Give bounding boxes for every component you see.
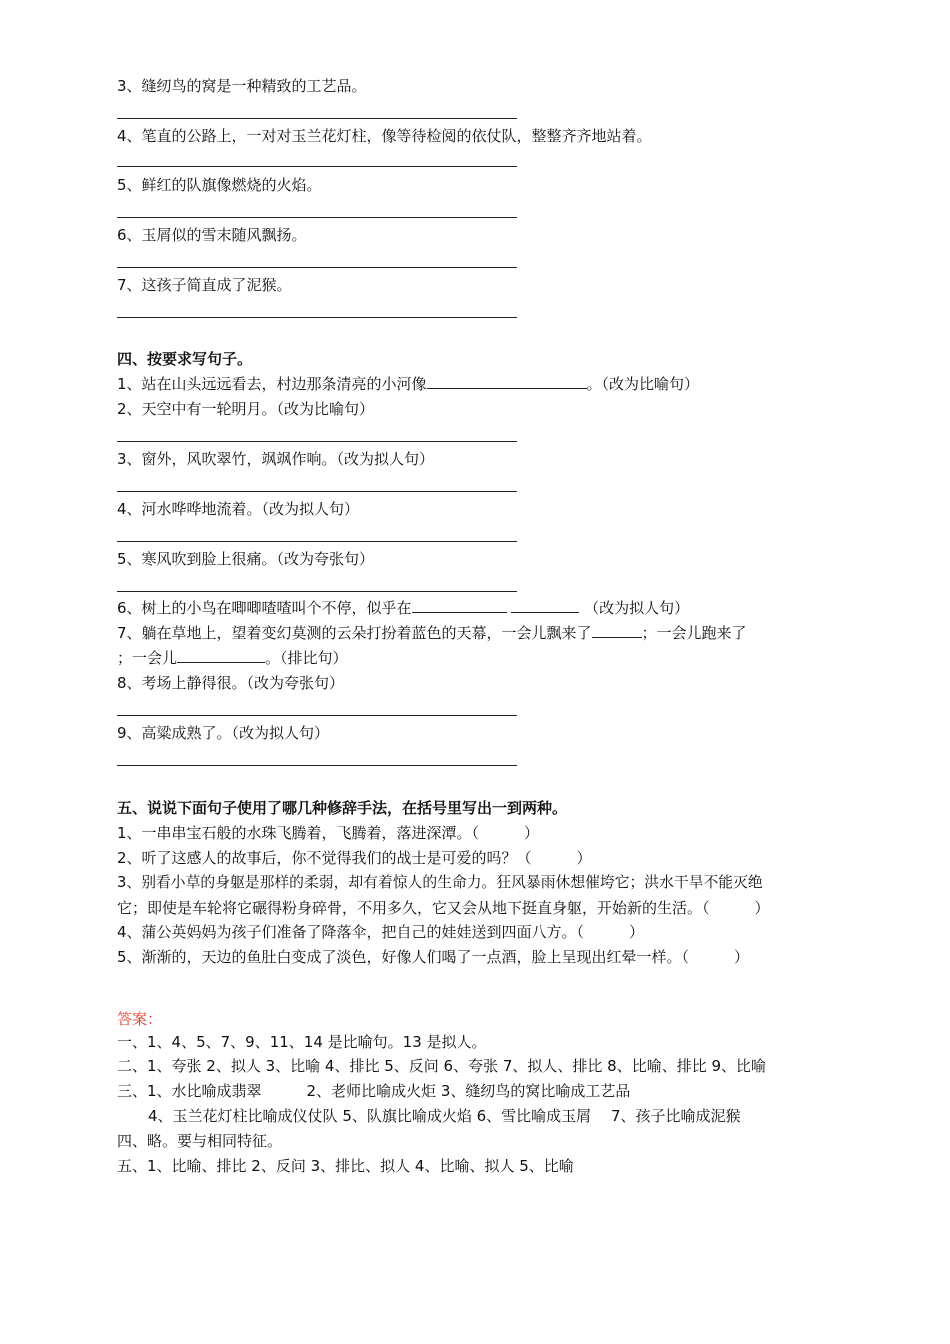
fill-blank[interactable] [427,374,587,389]
s4-q7-text-d: 。（排比句） [265,649,348,667]
answer-line [117,591,517,592]
answers-heading: 答案： [117,1010,163,1028]
s4-q7-text-c: ；一会儿 [117,649,178,667]
s4-q8: 8、考场上静得很。（改为夸张句） [117,674,345,692]
fill-blank[interactable] [592,623,642,638]
answer-4: 四、略。要与相同特征。 [117,1132,283,1150]
answer-3-line2: 4、玉兰花灯柱比喻成仪仗队 5、队旗比喻成火焰 6、雪比喻成玉屑 7、孩子比喻成泥猴 [148,1107,741,1125]
s4-q2: 2、天空中有一轮明月。（改为比喻句） [117,400,375,418]
answer-5: 五、1、比喻、排比 2、反问 3、排比、拟人 4、比喻、拟人 5、比喻 [117,1157,574,1175]
s3-q3: 3、缝纫鸟的窝是一种精致的工艺品。 [117,77,367,95]
s4-q5: 5、寒风吹到脸上很痛。（改为夸张句） [117,550,375,568]
s3-q6: 6、玉屑似的雪末随风飘扬。 [117,226,307,244]
s3-q5: 5、鲜红的队旗像燃烧的火焰。 [117,176,322,194]
answer-1: 一、1、4、5、7、9、11、14 是比喻句。13 是拟人。 [117,1033,487,1051]
s5-q3-line1: 3、别看小草的身躯是那样的柔弱，却有着惊人的生命力。狂风暴雨休想催垮它；洪水干旱不能灭绝 [117,874,763,891]
answer-line [117,441,517,442]
answer-line [117,715,517,716]
section5-heading: 五、说说下面句子使用了哪几种修辞手法，在括号里写出一到两种。 [117,799,568,817]
answer-line [117,541,517,542]
answer-line [117,217,517,218]
s4-q7-text-a: 7、躺在草地上，望着变幻莫测的云朵打扮着蓝色的天幕，一会儿飘来了 [117,624,592,642]
answer-3-line1: 三、1、水比喻成翡翠 2、老师比喻成火炬 3、缝纫鸟的窝比喻成工艺品 [117,1082,631,1100]
s5-q5: 5、渐渐的，天边的鱼肚白变成了淡色，好像人们喝了一点酒，脸上呈现出红晕一样。（ ） [117,948,750,966]
s5-q3-line2: 它；即使是车轮将它碾得粉身碎骨，不用多久，它又会从地下挺直身躯，开始新的生活。（ ） [117,899,770,917]
s4-q6 [117,598,689,618]
s4-q3: 3、窗外，风吹翠竹，飒飒作响。（改为拟人句） [117,450,435,468]
fill-blank[interactable] [177,648,265,663]
s4-q1 [117,374,699,394]
s4-q7-cont [117,648,348,668]
s4-q9: 9、高粱成熟了。（改为拟人句） [117,724,330,742]
s4-q6-text-a: 6、树上的小鸟在唧唧喳喳叫个不停，似乎在 [117,599,412,617]
answer-line [117,118,517,119]
fill-blank[interactable] [511,598,579,613]
answer-line [117,267,517,268]
s4-q1-text-a: 1、站在山头远远看去，村边那条清亮的小河像 [117,375,427,393]
s5-q2: 2、听了这感人的故事后，你不觉得我们的战士是可爱的吗？（ ） [117,849,592,867]
s3-q4: 4、笔直的公路上，一对对玉兰花灯柱，像等待检阅的依仗队，整整齐齐地站着。 [117,127,652,145]
answer-line [117,765,517,766]
answer-2: 二、1、夸张 2、拟人 3、比喻 4、排比 5、反问 6、夸张 7、拟人、排比 8、比喻、排比 9、比喻 [117,1057,767,1075]
fill-blank[interactable] [412,598,507,613]
s5-q1: 1、一串串宝石般的水珠飞腾着，飞腾着，落进深潭。（ ） [117,824,540,842]
answer-line [117,317,517,318]
s4-q6-text-b: （改为拟人句） [584,599,690,617]
s4-q7-text-b: ；一会儿跑来了 [641,624,747,642]
answer-line [117,491,517,492]
answer-line [117,166,517,167]
s4-q4: 4、河水哗哗地流着。（改为拟人句） [117,500,360,518]
s4-q1-text-b: 。（改为比喻句） [586,375,700,393]
s5-q4: 4、蒲公英妈妈为孩子们准备了降落伞，把自己的娃娃送到四面八方。（ ） [117,923,645,941]
s4-q7 [117,623,747,643]
s3-q7: 7、这孩子简直成了泥猴。 [117,276,292,294]
section4-heading: 四、按要求写句子。 [117,350,253,368]
